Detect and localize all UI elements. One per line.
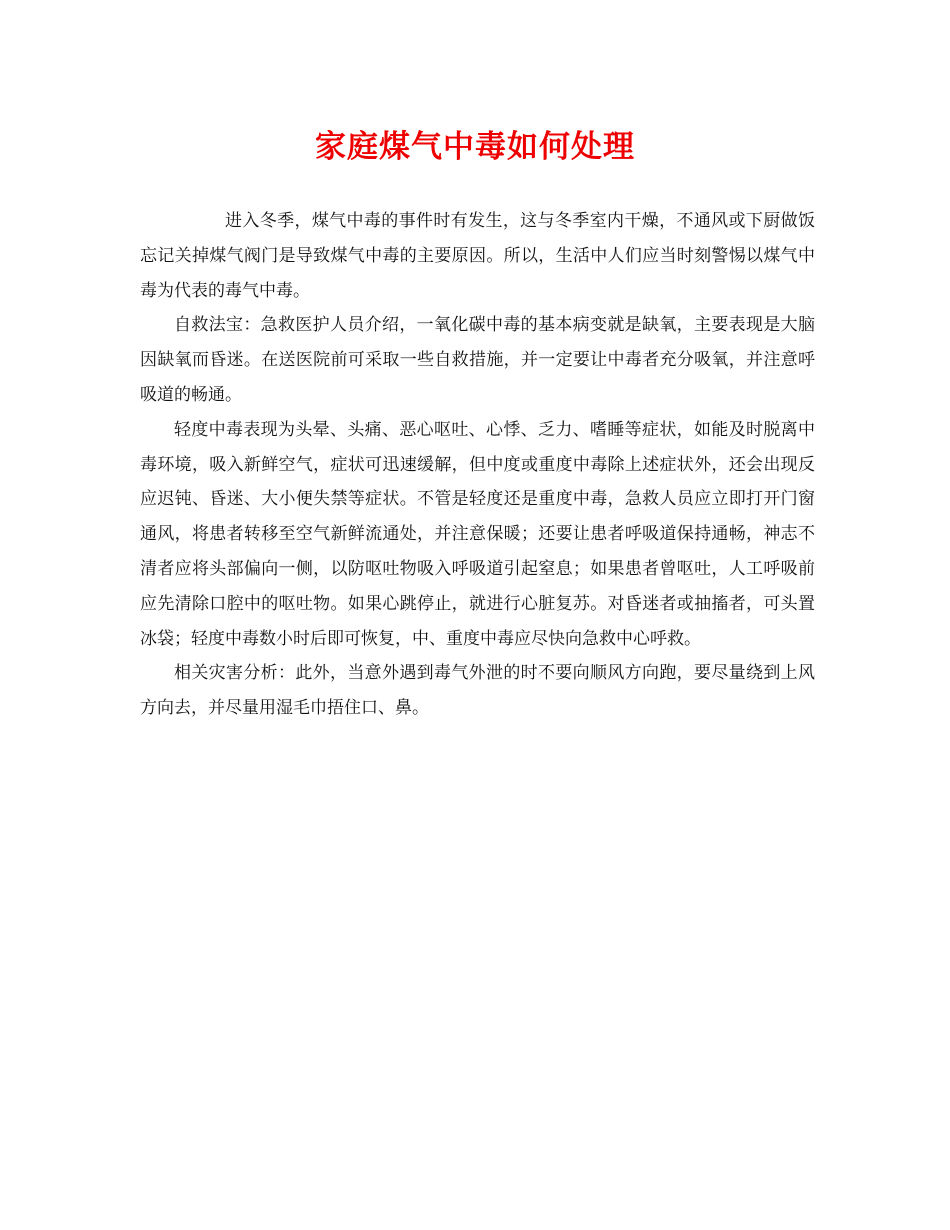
document-title: 家庭煤气中毒如何处理 <box>315 129 635 165</box>
paragraph-symptoms-treatment: 轻度中毒表现为头晕、头痛、恶心呕吐、心悸、乏力、嗜睡等症状，如能及时脱离中毒环境，吸入新鲜空气，症状可迅速缓解，但中度或重度中毒除上述症状外，还会出现反应迟钝、昏迷、大小便失禁等症状。不管是轻度还是重度中毒，急救人员应立即打开门窗通风，将患者转移至空气新鲜流通处，并注意保暖；还要让患者呼吸道保持通畅，神志不清者应将头部偏向一侧，以防呕吐物吸入呼吸道引起窒息；如果患者曾呕吐，人工呼吸前应先清除口腔中的呕吐物。如果心跳停止，就进行心脏复苏。对昏迷者或抽搐者，可头置冰袋；轻度中毒数小时后即可恢复，中、重度中毒应尽快向急救中心呼救。 <box>140 419 815 649</box>
paragraph-disaster-analysis: 相关灾害分析：此外，当意外遇到毒气外泄的时不要向顺风方向跑，要尽量绕到上风方向去，并尽量用湿毛巾捂住口、鼻。 <box>140 663 815 719</box>
paragraph-intro: 进入冬季，煤气中毒的事件时有发生，这与冬季室内干燥，不通风或下厨做饭忘记关掉煤气阀门是导致煤气中毒的主要原因。所以，生活中人们应当时刻警惕以煤气中毒为代表的毒气中毒。 <box>140 211 815 301</box>
paragraph-self-rescue: 自救法宝：急救医护人员介绍，一氧化碳中毒的基本病变就是缺氧，主要表现是大脑因缺氧而昏迷。在送医院前可采取一些自救措施，并一定要让中毒者充分吸氧，并注意呼吸道的畅通。 <box>140 315 815 405</box>
document-body <box>140 204 815 726</box>
